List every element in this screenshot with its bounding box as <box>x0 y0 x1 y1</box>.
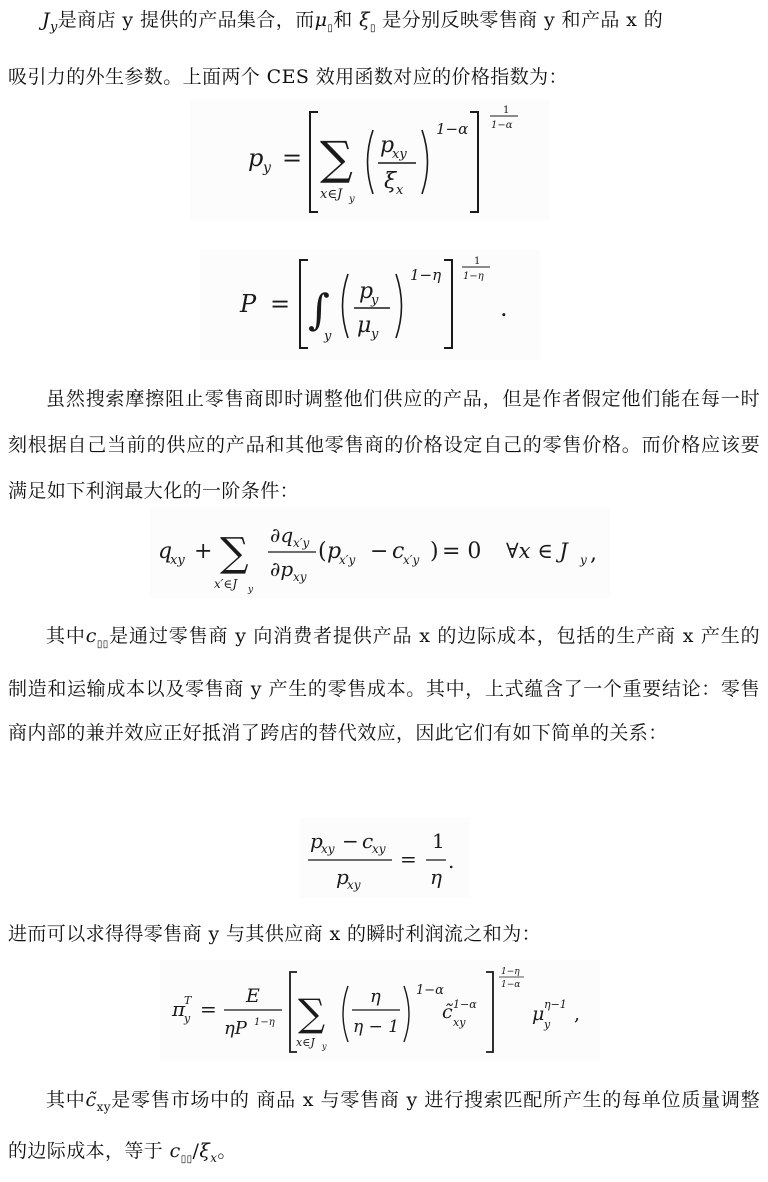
eq1-frac-num-sub: xy <box>392 147 407 162</box>
eq3-forall: ∀x ∈ J <box>506 539 568 563</box>
eq5-ctilde: c̃ <box>442 1001 453 1023</box>
eq5-frac-den: ηP <box>224 1018 247 1039</box>
eq4-num-p-sub: xy <box>321 842 335 856</box>
paragraph-4: 进而可以求得得零售商 y 与其供应商 x 的瞬时利润流之和为： <box>8 923 542 945</box>
eq1-sum-index: x∈J <box>320 187 343 202</box>
eq4-num-c: c <box>362 829 374 853</box>
eq3-comma: , <box>590 541 597 566</box>
equation-4-svg <box>300 818 470 898</box>
p5-rest: 是零售市场中的 商品 x 与零售商 y 进行搜索匹配所产生的每单位质量调整的边际成本，等于 <box>8 1089 760 1162</box>
equation-price-index-aggregate <box>200 250 540 364</box>
p5-tail-end: 。 <box>217 1139 237 1162</box>
eq5-sum: ∑ <box>298 991 326 1035</box>
eq4-num-p: p <box>310 829 323 853</box>
eq5-inner-exp: 1−α <box>416 983 444 998</box>
eq3-p-sub: x′y <box>339 553 356 567</box>
var-xi-sub: ▯ <box>369 22 376 34</box>
eq3-c: c <box>392 539 405 564</box>
equation-1-svg <box>190 100 550 220</box>
eq2-frac-num: p <box>359 279 374 304</box>
eq3-sum-index: x′∈J <box>214 577 238 591</box>
eq3-q-sub: xy <box>170 553 185 568</box>
eq4-rhs-num: 1 <box>432 829 445 853</box>
var-c-sub: ▯▯ <box>96 638 109 650</box>
eq3-forall-sub: y <box>580 553 587 567</box>
eq5-equals: = <box>200 997 217 1021</box>
eq1-frac-den-sub: x <box>396 183 404 198</box>
var-ctilde: c̃ <box>85 1089 97 1111</box>
paragraph-1 <box>8 0 760 97</box>
eq2-period: . <box>500 294 508 322</box>
eq3-minus: − <box>370 539 389 564</box>
var-J: J <box>42 9 51 31</box>
eq3-frac-num: ∂q <box>270 523 294 547</box>
eq5-sum-index: x∈J <box>296 1036 315 1049</box>
paragraph-1-line-2: 吸引力的外生参数。上面两个 CES 效用函数对应的价格指数为： <box>8 65 568 88</box>
eq3-paren-close: ) <box>430 539 439 564</box>
eq1-outer-exp-num: 1 <box>503 105 510 116</box>
eq2-outer-exp-num: 1 <box>474 256 481 267</box>
eq1-sum: ∑ <box>320 131 353 185</box>
p3-prefix: 其中 <box>46 625 86 647</box>
eq5-pi: π <box>172 997 186 1021</box>
eq3-c-sub: x′y <box>403 553 420 567</box>
eq2-equals: = <box>270 290 291 318</box>
eq3-plus: + <box>194 539 213 564</box>
paragraph-5 <box>8 1078 760 1182</box>
var-ctilde-sub: xy <box>96 1099 111 1114</box>
eq5-ctilde-sub: xy <box>453 1016 466 1029</box>
eq5-sum-index-sub: y <box>322 1042 327 1051</box>
eq3-equals-zero: = 0 <box>442 539 482 564</box>
eq2-lhs: P <box>240 290 257 318</box>
equation-first-order-condition <box>150 508 610 602</box>
p5-prefix: 其中 <box>46 1089 86 1111</box>
eq4-rhs-den: η <box>430 865 442 889</box>
p5-tail-slash: / <box>192 1139 200 1162</box>
eq1-outer-exp-den: 1−α <box>491 120 513 131</box>
eq3-frac-num-sub: x′y <box>293 536 310 550</box>
p5-tail-c-sub: ▯▯ <box>180 1153 193 1165</box>
eq3-q: q <box>158 539 173 564</box>
equation-2-svg <box>200 250 540 360</box>
eq1-bg <box>190 100 550 220</box>
eq5-comma: , <box>574 1003 581 1025</box>
eq2-int-index: y <box>324 329 332 344</box>
p3-rest: 是通过零售商 y 向消费者提供产品 x 的边际成本，包括的生产商 x 产生的制造和运输成本以及零售商 y 产生的零售成本。其中，上式蕴含了一个重要结论：零售商内部的兼并效应正好抵消了跨店的替代效应，因此它们有如下简单的关系： <box>8 625 760 744</box>
eq4-num-c-sub: xy <box>372 842 386 856</box>
eq5-mu-sup: η−1 <box>544 998 567 1011</box>
eq1-lhs-sub: y <box>263 160 271 176</box>
eq5-mu: μ <box>532 1003 545 1025</box>
p5-tail-xi: ξ <box>199 1139 211 1162</box>
eq3-paren-open: ( <box>318 539 327 564</box>
eq3-p: p <box>327 539 342 564</box>
eq1-inner-exp: 1−α <box>436 120 469 138</box>
p1-text-c: 是分别反映零售商 y 和产品 x 的 <box>375 9 664 31</box>
var-mu: μ <box>314 9 328 31</box>
eq4-den-p: p <box>336 865 349 889</box>
eq4-equals: = <box>400 847 417 871</box>
eq5-pi-sub: y <box>184 1012 191 1025</box>
eq5-frac-den-sup: 1−η <box>254 1017 275 1028</box>
eq5-outer-exp-den: 1−α <box>501 980 521 990</box>
paragraph-2: 虽然搜索摩擦阻止零售商即时调整他们供应的产品，但是作者假定他们能在每一时刻根据自己当前的供应的产品和其他零售商的价格设定自己的零售价格。而价格应该要满足如下利润最大化的一阶条件： <box>8 388 760 502</box>
var-J-sub: y <box>50 19 58 35</box>
eq2-inner-exp: 1−η <box>410 266 442 284</box>
eq3-frac-den-sub: xy <box>293 570 307 584</box>
equation-5-svg <box>160 960 600 1060</box>
var-c: c <box>85 625 97 647</box>
eq3-sum-index-sub: y <box>248 585 254 595</box>
eq3-sum: ∑ <box>220 530 249 576</box>
equation-profit-flow <box>160 960 600 1064</box>
eq5-frac-num: E <box>246 985 260 1007</box>
eq1-frac-num: p <box>380 133 395 158</box>
eq4-num-minus: − <box>342 829 359 853</box>
paragraph-3 <box>8 614 760 755</box>
eq5-inner-num: η <box>370 986 381 1007</box>
var-xi: ξ <box>359 9 370 31</box>
equation-3-svg <box>150 508 610 598</box>
p1-text-b: 和 <box>333 9 360 31</box>
equation-price-index-retailer <box>190 100 550 224</box>
eq2-frac-num-sub: y <box>371 293 379 308</box>
equation-markup-relation <box>300 818 470 902</box>
eq5-mu-sub: y <box>544 1018 551 1031</box>
eq2-integral: ∫ <box>308 285 330 334</box>
eq1-frac-den: ξ <box>384 169 397 194</box>
eq2-frac-den: μ <box>357 313 372 338</box>
eq1-equals: = <box>282 144 303 172</box>
eq5-ctilde-sup: 1−α <box>453 998 477 1011</box>
eq3-frac-den: ∂p <box>270 557 294 581</box>
p1-text-a: 是商店 y 提供的产品集合，而 <box>57 9 315 31</box>
eq1-lhs: p <box>248 144 264 172</box>
eq5-pi-sup: T <box>184 994 192 1007</box>
paragraph-1-line-1 <box>8 0 760 49</box>
eq4-period: . <box>448 849 455 873</box>
eq1-sum-index-sub: y <box>349 194 355 205</box>
p5-tail-xi-sub: x <box>210 1150 218 1165</box>
eq5-outer-exp-num: 1−η <box>501 967 520 977</box>
var-mu-sub: ▯ <box>327 22 334 34</box>
p5-tail-c: c <box>169 1139 181 1162</box>
eq4-den-p-sub: xy <box>347 878 361 892</box>
eq5-inner-den: η − 1 <box>353 1017 400 1037</box>
eq2-frac-den-sub: y <box>371 327 379 342</box>
eq2-outer-exp-den: 1−η <box>463 271 484 282</box>
